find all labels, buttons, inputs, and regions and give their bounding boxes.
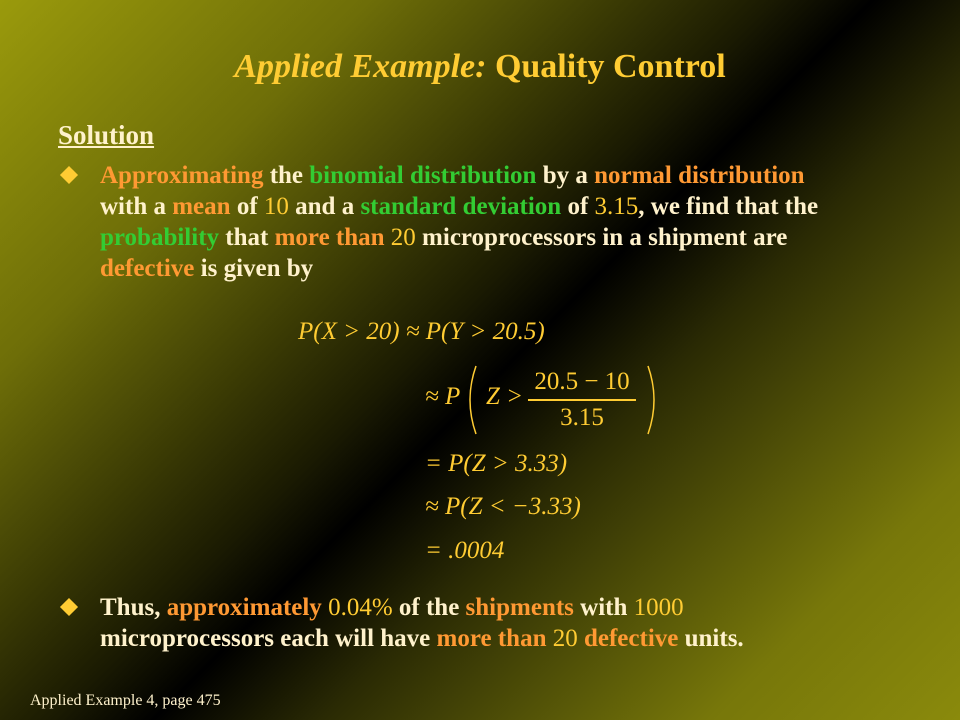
title-rest: Quality Control (494, 48, 726, 85)
equation-line-2-inner: Z > (486, 383, 524, 410)
equation-line-2-prefix: ≈ P (425, 383, 461, 410)
equation-line-4: ≈ P(Z < −3.33) (425, 493, 581, 520)
page-reference: Applied Example 4, page 475 (30, 692, 221, 709)
diamond-bullet-icon (60, 598, 78, 616)
fraction-bar (528, 399, 636, 401)
diamond-bullet-icon (60, 166, 78, 184)
bullet-approximation (58, 160, 858, 284)
equation-line-5: = .0004 (425, 537, 505, 564)
bullet-text: Approximating the binomial distribution by a normal distribution with a mean of 10 and a standard deviation of 3.15, we find that the probability that more than 20 microprocessors in a shipment are defective is given by (100, 162, 819, 282)
slide-title (0, 48, 960, 86)
equation-line-3: = P(Z > 3.33) (425, 450, 568, 477)
bullet-conclusion (58, 592, 858, 654)
fraction (522, 368, 642, 432)
solution-heading: Solution (58, 120, 155, 150)
title-italic: Applied Example: (234, 48, 487, 85)
fraction-denominator: 3.15 (560, 404, 604, 431)
bullet-text: Thus, approximately 0.04% of the shipments with 1000 microprocessors each will have more than 20 defective units. (100, 594, 744, 652)
equation-line-1: P(X > 20) ≈ P(Y > 20.5) (298, 318, 545, 345)
fraction-numerator: 20.5 − 10 (534, 368, 630, 395)
